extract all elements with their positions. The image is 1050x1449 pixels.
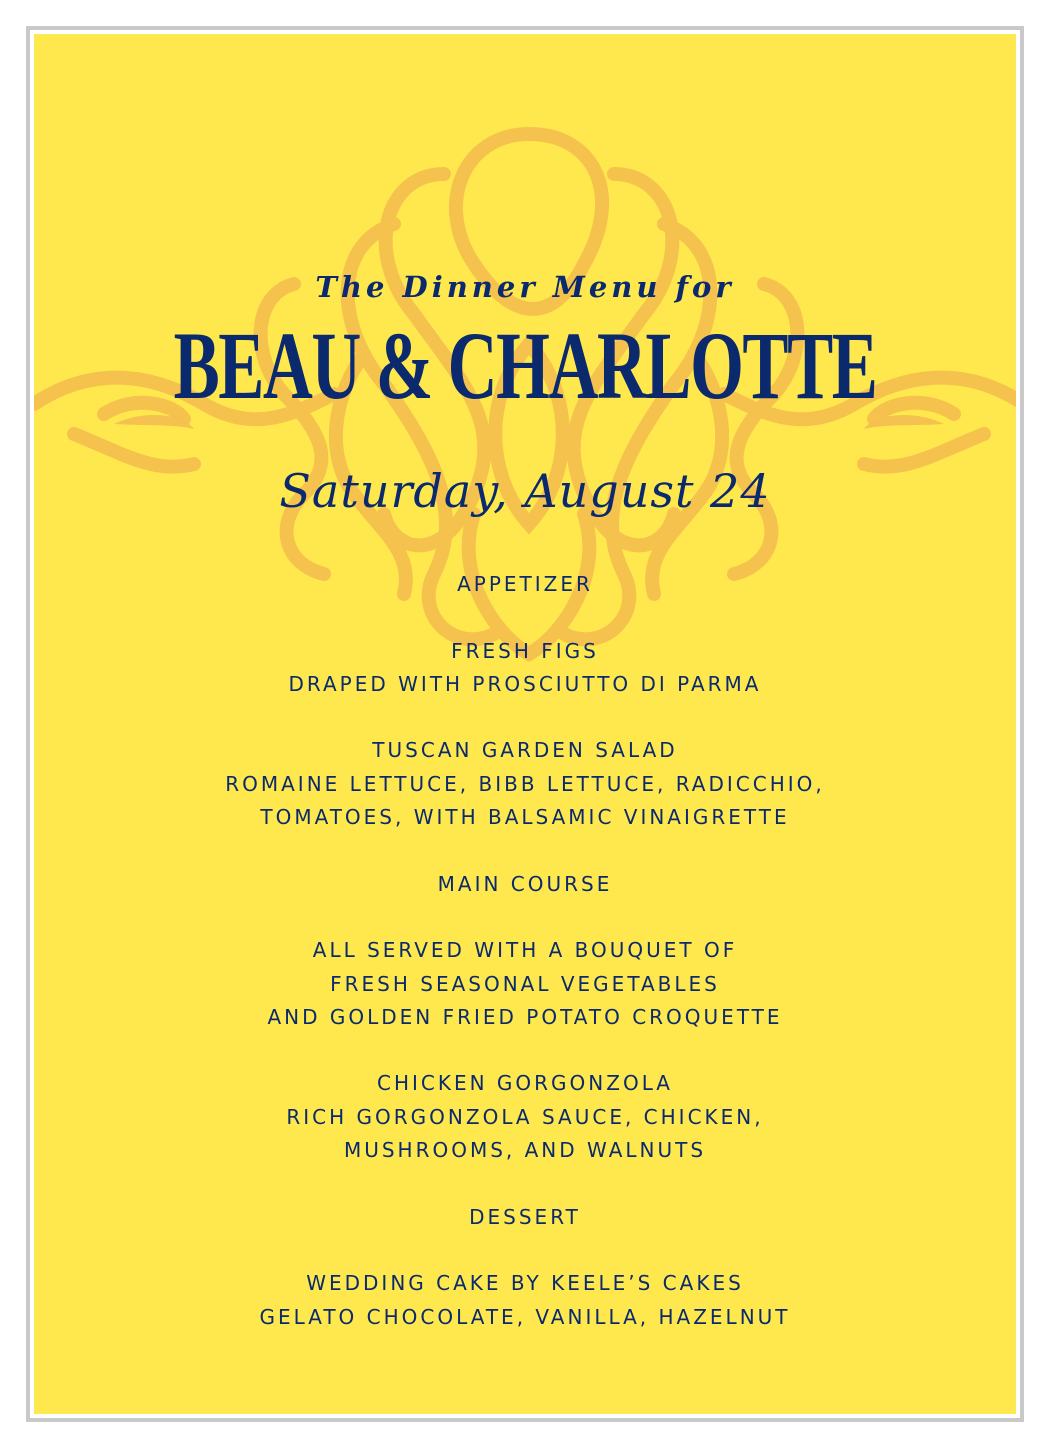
main-course-description-line-1: ALL SERVED WITH A BOUQUET OF bbox=[312, 938, 738, 963]
section-heading-dessert: DESSERT bbox=[469, 1204, 581, 1229]
dish-title-fresh-figs: FRESH FIGS bbox=[451, 638, 599, 663]
dish-description-chicken-line-1: RICH GORGONZOLA SAUCE, CHICKEN, bbox=[286, 1104, 764, 1129]
dish-description-gelato: GELATO CHOCOLATE, VANILLA, HAZELNUT bbox=[259, 1304, 791, 1329]
main-course-description-line-2: FRESH SEASONAL VEGETABLES bbox=[330, 971, 720, 996]
menu-card-face bbox=[34, 34, 1016, 1414]
menu-list bbox=[34, 568, 1016, 1334]
event-date: Saturday, August 24 bbox=[279, 464, 771, 518]
couple-names-title: BEAU & CHARLOTTE bbox=[173, 312, 877, 419]
dish-description-salad-line-1: ROMAINE LETTUCE, BIBB LETTUCE, RADICCHIO, bbox=[225, 771, 825, 796]
menu-intro-heading: The Dinner Menu for bbox=[315, 270, 735, 304]
menu-card bbox=[26, 26, 1024, 1422]
dish-description-chicken-line-2: MUSHROOMS, AND WALNUTS bbox=[343, 1138, 707, 1163]
section-heading-appetizer: APPETIZER bbox=[457, 572, 593, 596]
main-course-description-line-3: AND GOLDEN FRIED POTATO CROQUETTE bbox=[267, 1004, 783, 1029]
dish-title-tuscan-salad: TUSCAN GARDEN SALAD bbox=[372, 738, 678, 763]
section-heading-main-course: MAIN COURSE bbox=[437, 871, 613, 896]
dish-title-wedding-cake: WEDDING CAKE BY KEELE’S CAKES bbox=[306, 1271, 744, 1296]
dish-title-chicken-gorgonzola: CHICKEN GORGONZOLA bbox=[376, 1071, 673, 1096]
dish-description-salad-line-2: TOMATOES, WITH BALSAMIC VINAIGRETTE bbox=[260, 805, 790, 830]
dish-description-figs: DRAPED WITH PROSCIUTTO DI PARMA bbox=[288, 671, 762, 696]
